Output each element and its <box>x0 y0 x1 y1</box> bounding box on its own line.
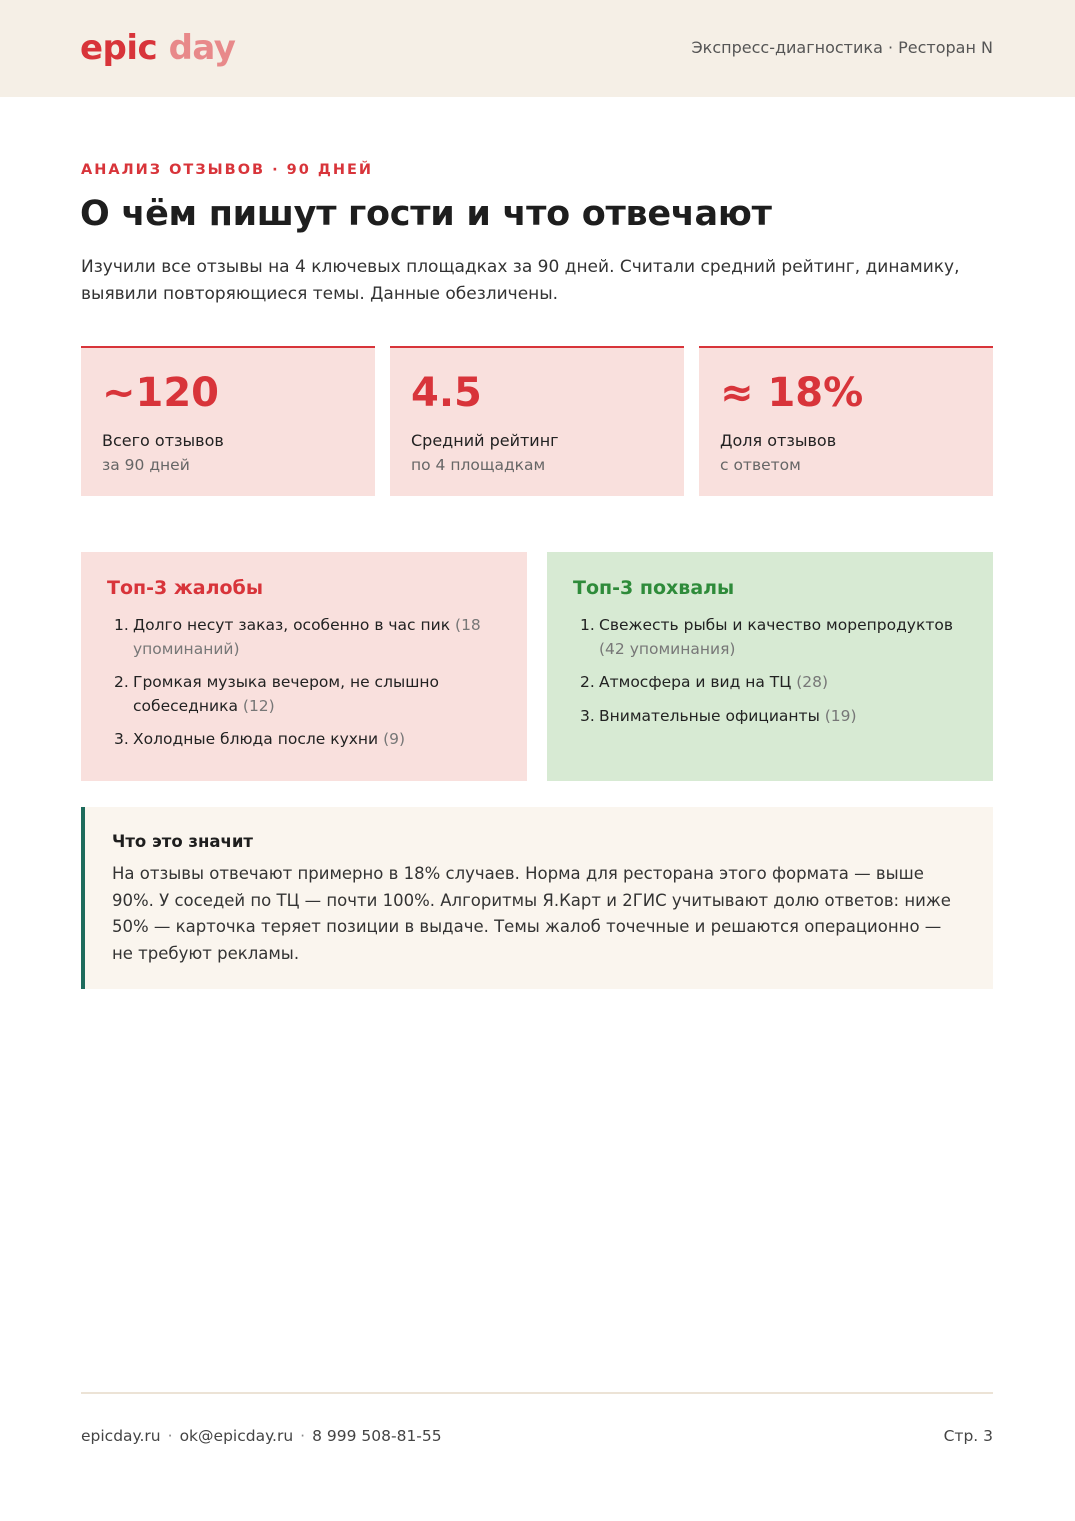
footer-separator: · <box>300 1427 306 1445</box>
list-item <box>580 705 965 729</box>
stat-card-response-rate <box>699 346 993 496</box>
header-subtitle: Экспресс-диагностика · Ресторан N <box>691 38 993 57</box>
stat-card-rating <box>390 346 684 496</box>
stat-label: Доля отзывов <box>720 431 837 450</box>
footer-email-link[interactable]: ok@epicday.ru <box>179 1427 294 1445</box>
stat-sublabel: с ответом <box>720 456 801 474</box>
callout-body: На отзывы отвечают примерно в 18% случаев. Норма для ресторана этого формата — выше 90%. У соседей по ТЦ — почти 100%. Алгоритмы Я.Карт и 2ГИС учитывают долю ответов: ниже 50% — карточка теряет позиции в выдаче. Темы жалоб точечные и решаются операционно — не требуют рекламы. <box>112 864 951 963</box>
item-text: Свежесть рыбы и качество морепродуктов <box>599 616 953 634</box>
logo-text-day: day <box>168 28 236 68</box>
item-count: (18 упоминаний) <box>133 616 481 658</box>
callout-title: Что это значит <box>112 832 253 851</box>
stat-value: ≈ 18% <box>720 370 864 416</box>
item-number: 1. <box>114 616 129 634</box>
item-number: 3. <box>114 730 129 748</box>
list-item <box>114 671 499 718</box>
page-number: Стр. 3 <box>943 1427 993 1445</box>
item-count: (42 упоминания) <box>599 639 736 658</box>
item-count: (19) <box>824 706 857 725</box>
praise-list <box>580 614 965 738</box>
stat-sublabel: по 4 площадкам <box>411 456 546 474</box>
complaints-title: Топ-3 жалобы <box>107 577 264 599</box>
intro-paragraph: Изучили все отзывы на 4 ключевых площадках за 90 дней. Считали средний рейтинг, динамику, выявили повторяющиеся темы. Данные обезличены. <box>81 257 960 304</box>
footer-site-link[interactable]: epicday.ru <box>81 1427 161 1445</box>
stats-row <box>81 346 993 496</box>
stat-card-reviews <box>81 346 375 496</box>
stat-value: ~120 <box>102 370 220 416</box>
item-text: Внимательные официанты <box>599 706 820 725</box>
item-text: Громкая музыка вечером, не слышно собеседника <box>133 673 440 715</box>
item-number: 1. <box>580 616 595 634</box>
item-number: 2. <box>114 673 129 691</box>
list-item <box>580 671 965 695</box>
page-title: О чём пишут гости и что отвечают <box>80 194 772 234</box>
footer-contacts <box>81 1425 442 1447</box>
item-count: (12) <box>242 696 275 715</box>
stat-sublabel: за 90 дней <box>102 456 190 474</box>
praise-panel <box>547 552 993 781</box>
page-header <box>0 0 1075 97</box>
list-item <box>114 728 499 752</box>
footer-divider <box>81 1392 993 1394</box>
list-item <box>114 614 499 661</box>
brand-logo[interactable] <box>80 28 235 68</box>
footer-phone[interactable]: 8 999 508-81-55 <box>312 1427 442 1445</box>
complaints-panel <box>81 552 527 781</box>
item-count: (9) <box>383 730 406 748</box>
stat-value: 4.5 <box>411 370 482 416</box>
list-item <box>580 614 965 661</box>
item-text: Атмосфера и вид на ТЦ <box>599 673 792 691</box>
insight-callout <box>81 807 993 989</box>
logo-text-epic: epic <box>80 28 158 68</box>
praise-title: Топ-3 похвалы <box>573 577 735 599</box>
item-number: 2. <box>580 673 595 691</box>
complaints-list <box>114 614 499 762</box>
item-count: (28) <box>796 673 829 691</box>
item-number: 3. <box>580 706 595 725</box>
stat-label: Средний рейтинг <box>411 431 559 450</box>
stat-label: Всего отзывов <box>102 431 224 450</box>
section-eyebrow: АНАЛИЗ ОТЗЫВОВ · 90 ДНЕЙ <box>81 162 374 178</box>
footer-separator: · <box>167 1427 173 1445</box>
item-text: Долго несут заказ, особенно в час пик <box>133 616 451 634</box>
item-text: Холодные блюда после кухни <box>133 730 379 748</box>
